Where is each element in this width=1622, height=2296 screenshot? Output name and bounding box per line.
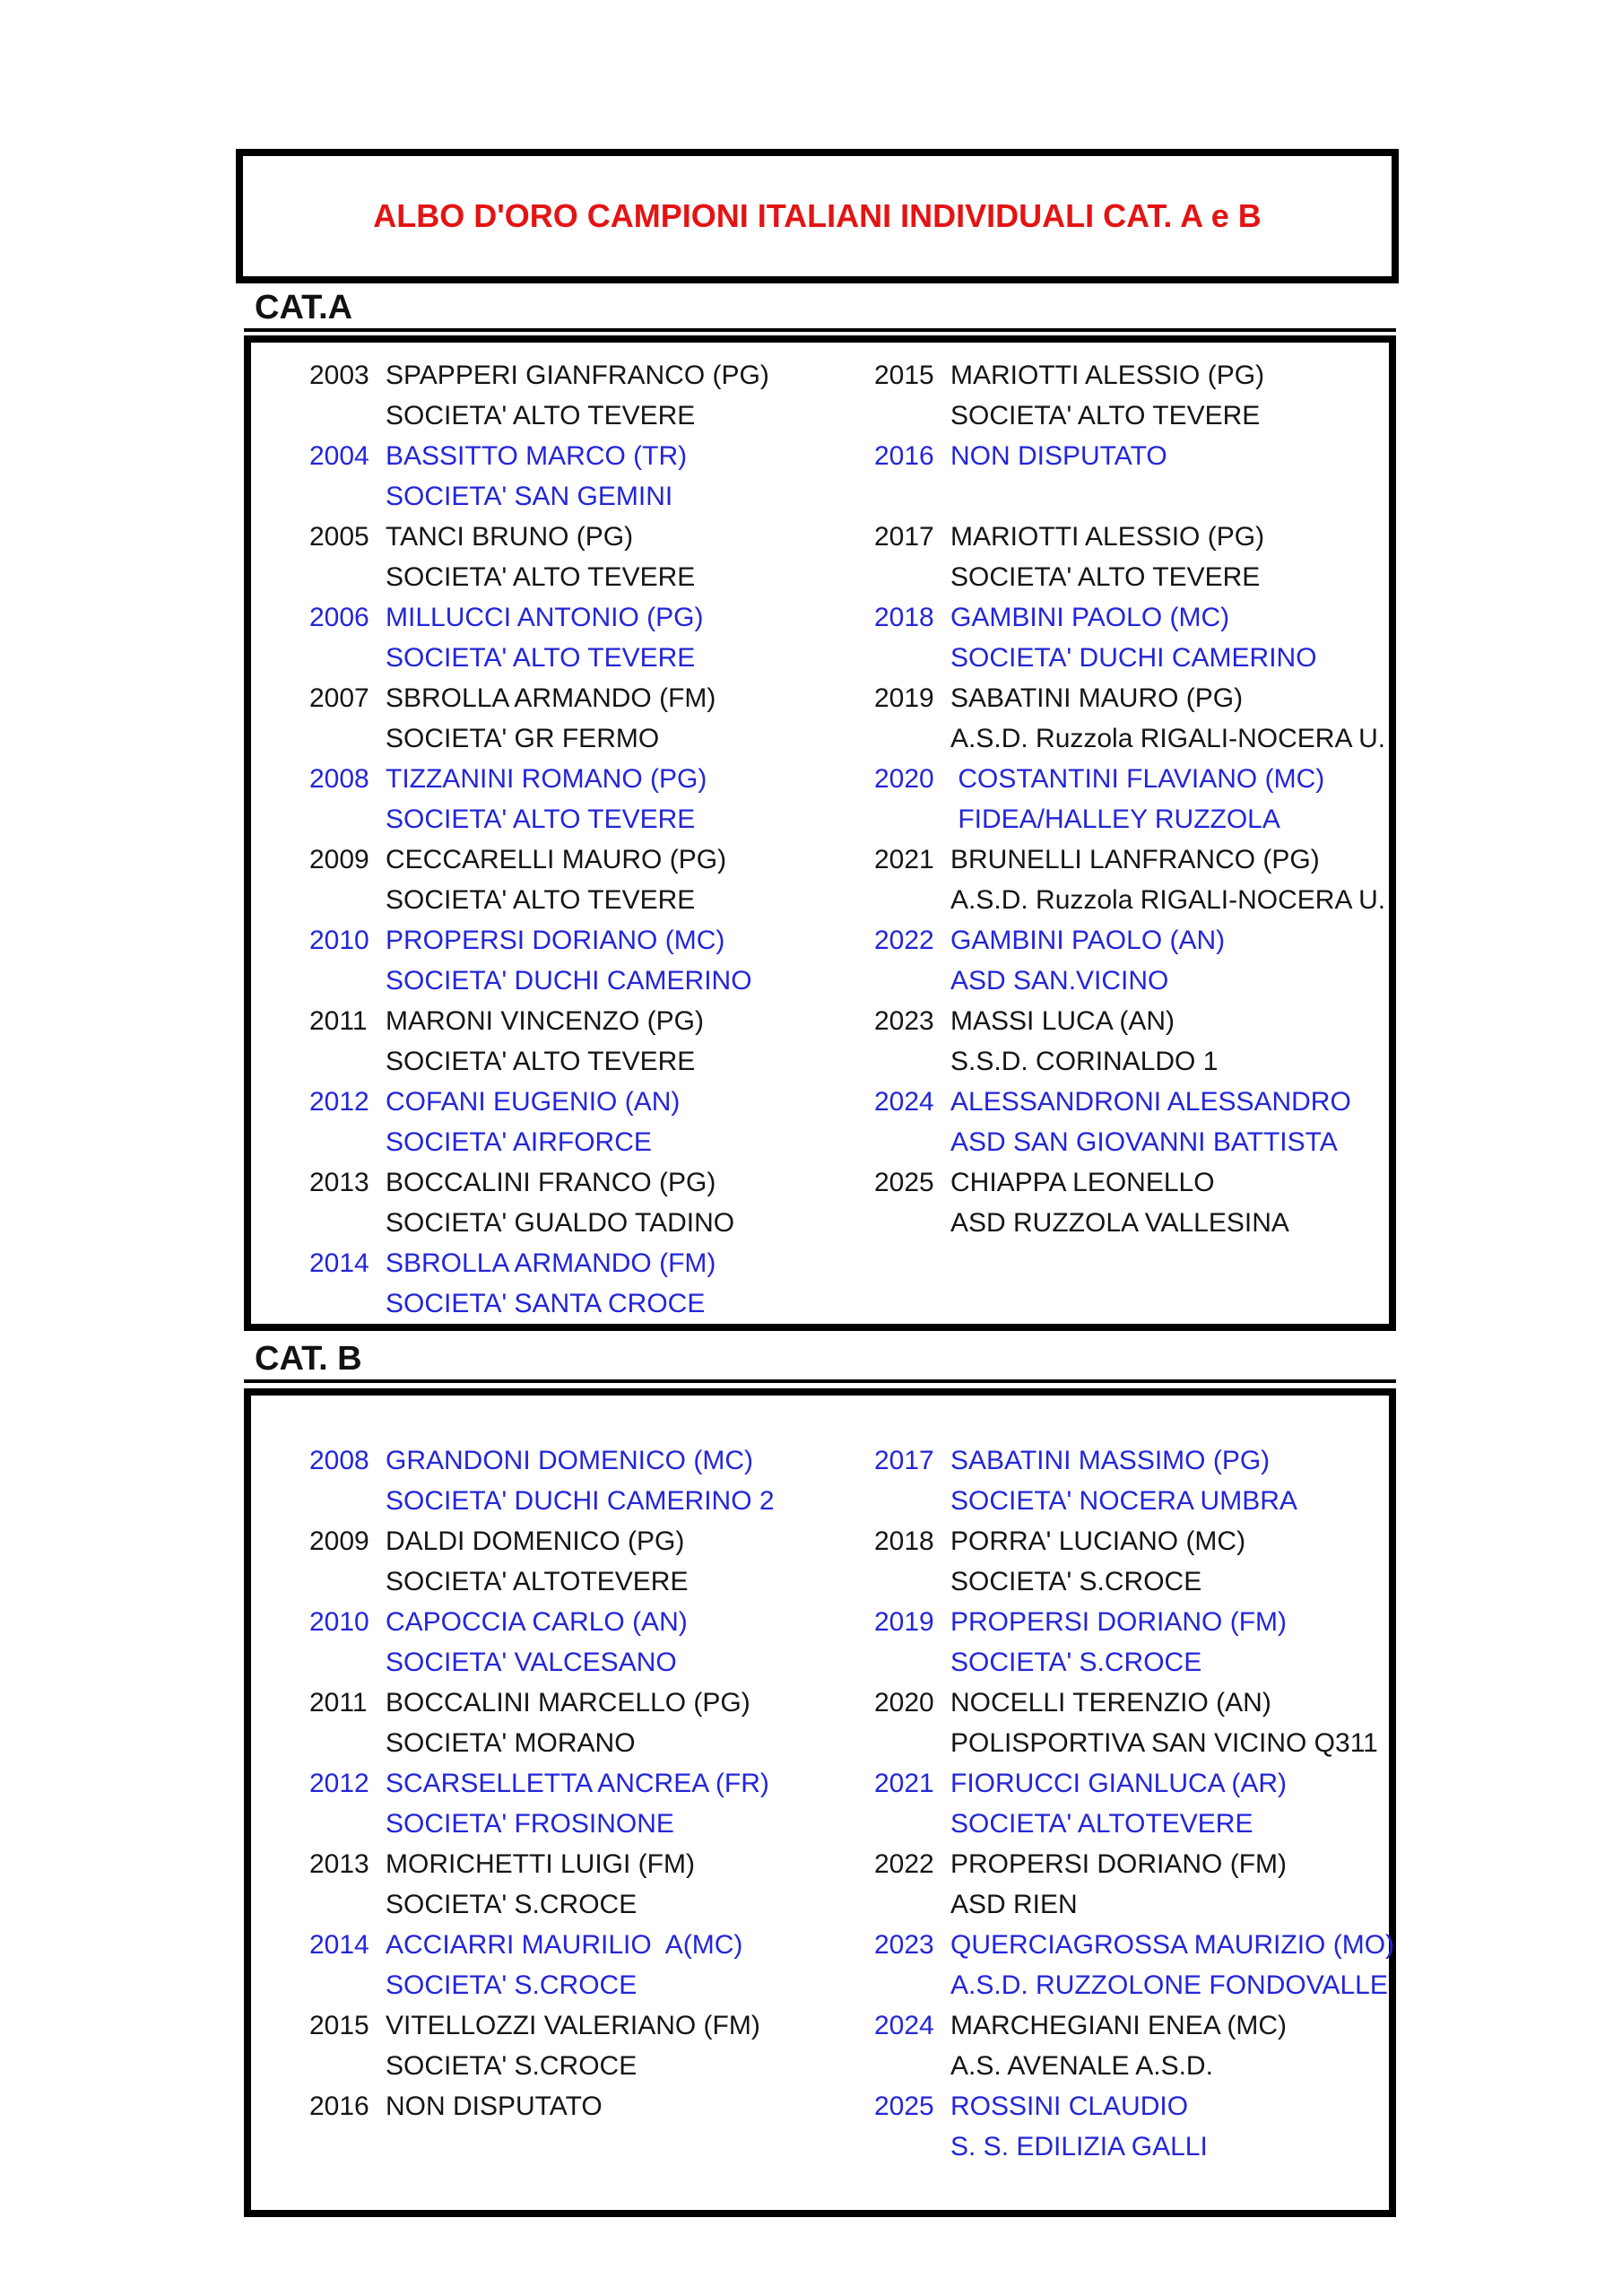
entry-year: 2012 xyxy=(309,1087,369,1117)
entry-name-line xyxy=(309,1440,775,1481)
entry-name-line xyxy=(874,517,1385,557)
entry xyxy=(309,920,769,1001)
entry xyxy=(874,1001,1385,1082)
entry-name-line xyxy=(874,1844,1394,1884)
entry-year: 2008 xyxy=(309,764,369,794)
entry-society-line xyxy=(309,2046,775,2086)
entry-year: 2011 xyxy=(309,1006,368,1036)
entry xyxy=(309,355,769,436)
entry-society-line xyxy=(309,476,769,517)
entry-year: 2012 xyxy=(309,1769,369,1798)
entry-name-line xyxy=(309,920,769,961)
entry-name-line xyxy=(309,1082,769,1122)
cat-b-column-left xyxy=(309,1440,775,2167)
entry-year: 2025 xyxy=(874,1168,934,1197)
entry-name: PROPERSI DORIANO (MC) xyxy=(386,926,725,955)
entry-year: 2010 xyxy=(309,926,369,955)
entry-name-line xyxy=(309,436,769,476)
entry xyxy=(874,920,1385,1001)
entry xyxy=(309,839,769,920)
entry-year: 2008 xyxy=(309,1446,369,1475)
entry-name: COSTANTINI FLAVIANO (MC) xyxy=(950,764,1325,794)
entry-society: SOCIETA' S.CROCE xyxy=(386,2051,638,2081)
entry-name-line xyxy=(874,1925,1394,1965)
entry-society: SOCIETA' ALTO TEVERE xyxy=(386,1047,696,1076)
cat-a-column-right xyxy=(874,355,1385,1243)
entry-year: 2016 xyxy=(309,2092,369,2121)
entry-year: 2014 xyxy=(309,1248,369,1278)
entry-society-line xyxy=(309,1481,775,1521)
entry-name-line xyxy=(874,839,1385,880)
entry-name-line xyxy=(874,920,1385,961)
entry xyxy=(874,1521,1394,1602)
entry-name: COFANI EUGENIO (AN) xyxy=(386,1087,681,1117)
entry-society: SOCIETA' SAN GEMINI xyxy=(386,482,673,511)
entry-society: S.S.D. CORINALDO 1 xyxy=(950,1047,1219,1076)
entry-name: GAMBINI PAOLO (AN) xyxy=(950,926,1226,955)
entry-year: 2015 xyxy=(874,361,934,390)
entry-year: 2024 xyxy=(874,2011,934,2040)
entry-year: 2023 xyxy=(874,1006,934,1036)
entry-society-line xyxy=(874,880,1385,920)
entry xyxy=(874,1082,1385,1162)
entry-name-line xyxy=(309,759,769,799)
entry-society: ASD SAN GIOVANNI BATTISTA xyxy=(950,1127,1338,1157)
entry-society: SOCIETA' ALTO TEVERE xyxy=(386,643,696,673)
entry-name: PROPERSI DORIANO (FM) xyxy=(950,1849,1288,1879)
entry-name: SBROLLA ARMANDO (FM) xyxy=(386,1248,716,1278)
entry-society: SOCIETA' S.CROCE xyxy=(386,1890,638,1919)
entry-name-line xyxy=(874,1440,1394,1481)
entry xyxy=(874,597,1385,678)
entry-society-line xyxy=(309,1561,775,1602)
entry-name: NON DISPUTATO xyxy=(950,441,1167,471)
entry-name-line xyxy=(309,517,769,557)
entry xyxy=(309,1763,775,1844)
entry-name: BASSITTO MARCO (TR) xyxy=(386,441,688,471)
entry xyxy=(874,436,1385,517)
entry xyxy=(874,839,1385,920)
entry-name-line xyxy=(309,1763,775,1804)
entry-society-line xyxy=(309,1203,769,1243)
entry xyxy=(874,1162,1385,1243)
page-title: ALBO D'ORO CAMPIONI ITALIANI INDIVIDUALI CAT. A e B xyxy=(373,197,1262,234)
entry-year: 2023 xyxy=(874,1930,934,1960)
entry-name: TIZZANINI ROMANO (PG) xyxy=(386,764,707,794)
entry-year: 2016 xyxy=(874,441,934,471)
entry-society-line xyxy=(309,1122,769,1162)
entry-name-line xyxy=(874,2005,1394,2046)
entry-year: 2013 xyxy=(309,1849,369,1879)
entry-year: 2011 xyxy=(309,1688,368,1718)
entry-name: QUERCIAGROSSA MAURIZIO (MO) xyxy=(950,1930,1395,1960)
entry-name: GAMBINI PAOLO (MC) xyxy=(950,603,1230,632)
entry xyxy=(874,517,1385,597)
entry-name: SABATINI MASSIMO (PG) xyxy=(950,1446,1271,1475)
entry-society: ASD RUZZOLA VALLESINA xyxy=(950,1208,1289,1238)
entry-society-line xyxy=(874,1642,1394,1683)
entry-name: BOCCALINI MARCELLO (PG) xyxy=(386,1688,750,1718)
entry-society: SOCIETA' ALTO TEVERE xyxy=(950,401,1261,430)
entry xyxy=(309,1925,775,2005)
entry-society: SOCIETA' VALCESANO xyxy=(386,1648,677,1677)
title-box xyxy=(236,149,1399,283)
entry-name-line xyxy=(309,1844,775,1884)
entry-society: SOCIETA' SANTA CROCE xyxy=(386,1289,706,1318)
entry-name: NOCELLI TERENZIO (AN) xyxy=(950,1688,1271,1718)
entry-name-line xyxy=(874,1521,1394,1561)
entry-name-line xyxy=(874,759,1385,799)
entry-society: SOCIETA' FROSINONE xyxy=(386,1809,674,1839)
entry-society: SOCIETA' ALTO TEVERE xyxy=(386,885,696,915)
entry-society: ASD SAN.VICINO xyxy=(950,966,1169,996)
entry-society-line xyxy=(309,1804,775,1844)
entry-name-line xyxy=(309,355,769,396)
entry xyxy=(874,1925,1394,2005)
entry xyxy=(874,355,1385,436)
entry-name: SPAPPERI GIANFRANCO (PG) xyxy=(386,361,769,390)
entry-name-line xyxy=(309,1602,775,1642)
entry-name-line xyxy=(309,1925,775,1965)
entry-society: SOCIETA' MORANO xyxy=(386,1728,636,1758)
entry-society: A.S.D. RUZZOLONE FONDOVALLE xyxy=(950,1970,1388,2000)
entry-society-line xyxy=(874,2046,1394,2086)
entry-year: 2024 xyxy=(874,1087,934,1117)
entry-name-line xyxy=(874,597,1385,638)
entry-name: SABATINI MAURO (PG) xyxy=(950,683,1244,713)
entry-year: 2019 xyxy=(874,1607,934,1637)
entry-name: NON DISPUTATO xyxy=(386,2092,603,2121)
entry-society-line xyxy=(874,557,1385,597)
entry-society-line xyxy=(309,961,769,1001)
entry xyxy=(309,1082,769,1162)
entry-society-line xyxy=(874,1561,1394,1602)
entry-year: 2009 xyxy=(309,845,369,874)
entry-society-line xyxy=(309,1041,769,1082)
entry-name: VITELLOZZI VALERIANO (FM) xyxy=(386,2011,760,2040)
entry-name: SBROLLA ARMANDO (FM) xyxy=(386,683,716,713)
entry-name: BOCCALINI FRANCO (PG) xyxy=(386,1168,716,1197)
entry-year: 2021 xyxy=(874,1769,934,1798)
entry-year: 2004 xyxy=(309,441,369,471)
entry-society-line xyxy=(309,396,769,436)
entry-name: ROSSINI CLAUDIO xyxy=(950,2092,1189,2121)
entry-name-line xyxy=(309,1243,769,1283)
entry-society-line xyxy=(874,961,1385,1001)
entry-name: BRUNELLI LANFRANCO (PG) xyxy=(950,845,1320,874)
entry xyxy=(309,759,769,839)
entry-year: 2005 xyxy=(309,522,369,552)
entry-society-line xyxy=(874,1804,1394,1844)
entry-society-line xyxy=(874,1203,1385,1243)
entry-name: TANCI BRUNO (PG) xyxy=(386,522,634,552)
entry-society: SOCIETA' ALTO TEVERE xyxy=(950,562,1261,592)
entry-name-line xyxy=(309,2005,775,2046)
entry-society: SOCIETA' S.CROCE xyxy=(950,1648,1202,1677)
entry-society: SOCIETA' ALTOTEVERE xyxy=(386,1567,689,1596)
cat-b-label: CAT. B xyxy=(244,1338,1396,1383)
entry-name: ALESSANDRONI ALESSANDRO xyxy=(950,1087,1351,1117)
entry xyxy=(309,1521,775,1602)
entry-name: DALDI DOMENICO (PG) xyxy=(386,1526,685,1556)
entry-society-line xyxy=(874,396,1385,436)
entry-year: 2007 xyxy=(309,683,369,713)
entry-name: ACCIARRI MAURILIO A(MC) xyxy=(386,1930,743,1960)
entry-name-line xyxy=(309,678,769,718)
entry-name: MARIOTTI ALESSIO (PG) xyxy=(950,361,1265,390)
entry-name-line xyxy=(309,1001,769,1041)
entry-name-line xyxy=(874,1001,1385,1041)
entry-society-line xyxy=(874,799,1385,839)
entry-society-line xyxy=(874,476,1385,517)
entry-name-line xyxy=(309,1683,775,1723)
entry-society: ASD RIEN xyxy=(950,1890,1078,1919)
entry-society: A.S. AVENALE A.S.D. xyxy=(950,2051,1213,2081)
entry xyxy=(874,759,1385,839)
cat-b-column-right xyxy=(874,1440,1394,2167)
entry-year: 2009 xyxy=(309,1526,369,1556)
entry-society: SOCIETA' NOCERA UMBRA xyxy=(950,1486,1297,1516)
entry-year: 2010 xyxy=(309,1607,369,1637)
cat-a-column-left xyxy=(309,355,769,1324)
entry-name: GRANDONI DOMENICO (MC) xyxy=(386,1446,753,1475)
entry-society-line xyxy=(309,1723,775,1763)
entry xyxy=(309,1162,769,1243)
entry-society: SOCIETA' ALTO TEVERE xyxy=(386,401,696,430)
entry-name-line xyxy=(309,839,769,880)
entry-society: SOCIETA' GR FERMO xyxy=(386,724,660,753)
entry xyxy=(874,1763,1394,1844)
entry-society: SOCIETA' DUCHI CAMERINO 2 xyxy=(386,1486,775,1516)
entry-name-line xyxy=(309,597,769,638)
entry-name: PROPERSI DORIANO (FM) xyxy=(950,1607,1288,1637)
entry-society-line xyxy=(309,1283,769,1324)
entry-name: MASSI LUCA (AN) xyxy=(950,1006,1175,1036)
entry-name-line xyxy=(874,678,1385,718)
entry xyxy=(309,1001,769,1082)
entry xyxy=(309,678,769,759)
entry xyxy=(874,1602,1394,1683)
entry xyxy=(874,678,1385,759)
entry-society-line xyxy=(309,1642,775,1683)
entry-year: 2018 xyxy=(874,1526,934,1556)
entry-year: 2015 xyxy=(309,2011,369,2040)
entry-year: 2017 xyxy=(874,522,934,552)
cat-a-label: CAT.A xyxy=(244,287,1396,332)
entry-society: SOCIETA' ALTOTEVERE xyxy=(950,1809,1253,1839)
entry xyxy=(309,1602,775,1683)
entry-society: SOCIETA' DUCHI CAMERINO xyxy=(950,643,1317,673)
entry-society: SOCIETA' ALTO TEVERE xyxy=(386,562,696,592)
entry-year: 2020 xyxy=(874,764,934,794)
entry-year: 2025 xyxy=(874,2092,934,2121)
entry-society-line xyxy=(309,718,769,759)
entry-society-line xyxy=(874,2126,1394,2167)
entry-name-line xyxy=(874,355,1385,396)
entry-year: 2019 xyxy=(874,683,934,713)
entry-society: SOCIETA' GUALDO TADINO xyxy=(386,1208,735,1238)
entry-name-line xyxy=(309,1521,775,1561)
entry-year: 2022 xyxy=(874,926,934,955)
entry-society-line xyxy=(309,799,769,839)
entry-name-line xyxy=(874,1683,1394,1723)
entry-year: 2020 xyxy=(874,1688,934,1718)
entry-name: MARIOTTI ALESSIO (PG) xyxy=(950,522,1265,552)
cat-b-box xyxy=(244,1388,1396,2217)
entry-year: 2021 xyxy=(874,845,934,874)
entry-society-line xyxy=(309,557,769,597)
entry-society-line xyxy=(874,638,1385,678)
cat-a-box xyxy=(244,335,1396,1331)
entry-society-line xyxy=(309,1884,775,1925)
entry-name-line xyxy=(874,1602,1394,1642)
entry-society-line xyxy=(874,1041,1385,1082)
entry xyxy=(874,2086,1394,2167)
entry xyxy=(309,436,769,517)
entry-name: MARONI VINCENZO (PG) xyxy=(386,1006,705,1036)
entry xyxy=(309,517,769,597)
entry-society: SOCIETA' AIRFORCE xyxy=(386,1127,652,1157)
entry-name: PORRA' LUCIANO (MC) xyxy=(950,1526,1246,1556)
entry-society: SOCIETA' ALTO TEVERE xyxy=(386,804,696,834)
entry xyxy=(874,2005,1394,2086)
entry-society-line xyxy=(874,1723,1394,1763)
entry-name: MARCHEGIANI ENEA (MC) xyxy=(950,2011,1288,2040)
entry-year: 2017 xyxy=(874,1446,934,1475)
entry xyxy=(874,1844,1394,1925)
entry-society: SOCIETA' DUCHI CAMERINO xyxy=(386,966,752,996)
entry xyxy=(309,1844,775,1925)
entry-society: FIDEA/HALLEY RUZZOLA xyxy=(950,804,1280,834)
entry xyxy=(309,1683,775,1763)
entry-year: 2006 xyxy=(309,603,369,632)
entry-society-line xyxy=(309,1965,775,2005)
entry-name: CECCARELLI MAURO (PG) xyxy=(386,845,727,874)
entry xyxy=(874,1440,1394,1521)
entry-society-line xyxy=(874,1122,1385,1162)
entry-year: 2003 xyxy=(309,361,369,390)
entry-name-line xyxy=(874,1082,1385,1122)
entry-society-line xyxy=(309,2126,775,2167)
entry-name-line xyxy=(874,1763,1394,1804)
entry-society-line xyxy=(874,718,1385,759)
entry-name-line xyxy=(874,2086,1394,2126)
entry-society-line xyxy=(874,1965,1394,2005)
entry-year: 2018 xyxy=(874,603,934,632)
entry-name: FIORUCCI GIANLUCA (AR) xyxy=(950,1769,1288,1798)
entry-name: MORICHETTI LUIGI (FM) xyxy=(386,1849,695,1879)
entry xyxy=(309,1243,769,1324)
entry-year: 2022 xyxy=(874,1849,934,1879)
entry-name: SCARSELLETTA ANCREA (FR) xyxy=(386,1769,769,1798)
entry xyxy=(309,597,769,678)
entry xyxy=(874,1683,1394,1763)
entry-society-line xyxy=(309,638,769,678)
entry-society: SOCIETA' S.CROCE xyxy=(950,1567,1202,1596)
entry xyxy=(309,1440,775,1521)
entry-year: 2013 xyxy=(309,1168,369,1197)
entry-year: 2014 xyxy=(309,1930,369,1960)
entry-society-line xyxy=(309,880,769,920)
entry-society: A.S.D. Ruzzola RIGALI-NOCERA U. xyxy=(950,885,1386,915)
entry-society-line xyxy=(874,1481,1394,1521)
entry-society-line xyxy=(874,1884,1394,1925)
entry-name: MILLUCCI ANTONIO (PG) xyxy=(386,603,704,632)
entry-name-line xyxy=(309,2086,775,2126)
entry-name-line xyxy=(874,1162,1385,1203)
entry-name: CAPOCCIA CARLO (AN) xyxy=(386,1607,688,1637)
entry-name-line xyxy=(874,436,1385,476)
entry xyxy=(309,2005,775,2086)
entry-society: A.S.D. Ruzzola RIGALI-NOCERA U. xyxy=(950,724,1386,753)
entry-society: SOCIETA' S.CROCE xyxy=(386,1970,638,2000)
entry-society: S. S. EDILIZIA GALLI xyxy=(950,2132,1208,2161)
entry-name: CHIAPPA LEONELLO xyxy=(950,1168,1215,1197)
entry-name-line xyxy=(309,1162,769,1203)
entry-society: POLISPORTIVA SAN VICINO Q311 xyxy=(950,1728,1378,1758)
entry xyxy=(309,2086,775,2167)
